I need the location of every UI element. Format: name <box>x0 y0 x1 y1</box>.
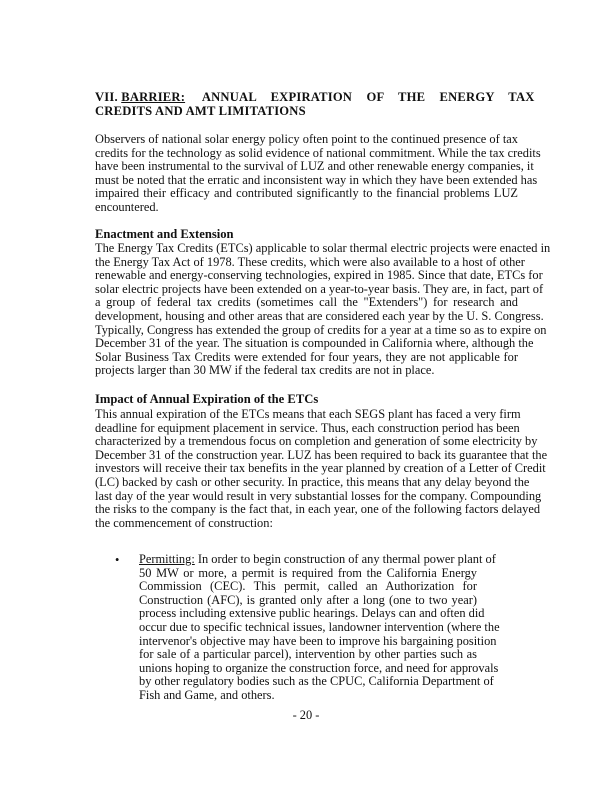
bullet-line <box>139 552 496 567</box>
title-line-2: CREDITS AND AMT LIMITATIONS <box>95 103 306 118</box>
bullet-first-line-rest: In order to begin construction of any thermal power plant of <box>194 552 496 566</box>
title-line-1 <box>95 90 535 105</box>
text-line: The Energy Tax Credits (ETCs) applicable to solar thermal electric projects were enacted in <box>95 241 551 255</box>
enactment-paragraph <box>95 241 551 378</box>
text-line: the risks to the company is the fact that, in each year, one of the following factors delayed <box>95 502 541 517</box>
text-line: solar electric projects have been extended on a year-to-year basis. They are, in fact, part of <box>95 281 544 296</box>
text-line: development, housing and other areas that are considered each year by the U. S. Congress. <box>95 308 544 323</box>
text-line: must be noted that the erratic and inconsistent way in which they have been extended has <box>95 172 538 187</box>
bullet-permitting <box>139 552 500 703</box>
text-line: for sale of a particular parcel), intervention by other parties such as <box>139 647 477 662</box>
text-line: last day of the year would result in very substantial losses for the company. Compounding <box>95 488 542 503</box>
intro-paragraph <box>95 132 541 215</box>
text-line: the commencement of construction: <box>95 515 273 530</box>
heading-enactment: Enactment and Extension <box>95 227 234 241</box>
title-line-1-rest: ANNUAL EXPIRATION OF THE ENERGY TAX <box>201 90 535 104</box>
section-title <box>95 90 535 118</box>
text-line: Observers of national solar energy policy often point to the continued presence of tax <box>95 132 518 146</box>
heading-impact: Impact of Annual Expiration of the ETCs <box>95 392 319 406</box>
text-line: occur due to specific technical issues, landowner intervention (where the <box>139 619 500 634</box>
text-line: December 31 of the year. The situation is compounded in California where, although the <box>95 336 534 351</box>
text-line: renewable and energy-conserving technologies, expired in 1985. Since that date, ETCs for <box>95 268 543 283</box>
bullet-term: Permitting: <box>139 552 195 566</box>
text-line: Fish and Game, and others. <box>139 687 275 702</box>
text-line: Commission (CEC). This permit, called an Authorization for <box>139 579 477 594</box>
text-line: characterized by a tremendous focus on completion and generation of some electricity by <box>95 434 538 449</box>
text-line: projects larger than 30 MW if the federal tax credits are not in place. <box>95 363 435 378</box>
text-line: impaired their efficacy and contributed significantly to the financial problems LUZ <box>95 186 518 201</box>
text-line: credits for the technology as solid evidence of national commitment. While the tax credits <box>95 145 541 160</box>
text-line: 50 MW or more, a permit is required from the California Energy <box>139 565 477 580</box>
text-line: unions hoping to organize the construction force, and need for approvals <box>139 660 499 675</box>
impact-paragraph <box>95 407 548 530</box>
text-line: Solar Business Tax Credits were extended for four years, they are not applicable for <box>95 349 518 364</box>
bullet-marker: • <box>115 553 120 567</box>
text-line: have been instrumental to the survival of LUZ and other renewable energy companies, it <box>95 159 534 174</box>
text-line: the Energy Tax Act of 1978. These credits, which were also available to a host of other <box>95 254 525 269</box>
text-line: (LC) backed by cash or other security. In practice, this means that any delay beyond the <box>95 474 530 489</box>
text-line: by other regulatory bodies such as the CPUC, California Department of <box>139 674 494 689</box>
text-line: process including extensive public hearings. Delays can and often did <box>139 606 485 621</box>
title-number: VII. <box>95 90 118 104</box>
text-line: Typically, Congress has extended the group of credits for a year at a time so as to expire on <box>95 322 547 337</box>
page-number: - 20 - <box>292 708 320 722</box>
text-line: December 31 of the construction year. LUZ has been required to back its guarantee that the <box>95 447 548 462</box>
text-line: This annual expiration of the ETCs means that each SEGS plant has faced a very firm <box>95 407 521 421</box>
text-line: intervenor's objective may have been to improve his bargaining position <box>139 633 497 648</box>
title-label: BARRIER: <box>121 90 186 104</box>
text-line: encountered. <box>95 199 159 214</box>
text-line: a group of federal tax credits (sometimes call the "Extenders") for research and <box>95 295 518 310</box>
text-line: deadline for equipment placement in service. Thus, each construction period has been <box>95 420 520 435</box>
text-line: Construction (AFC), is granted only after a long (one to two year) <box>139 592 477 607</box>
text-line: investors will receive their tax benefits in the year planned by creation of a Letter of Credit <box>95 461 546 476</box>
